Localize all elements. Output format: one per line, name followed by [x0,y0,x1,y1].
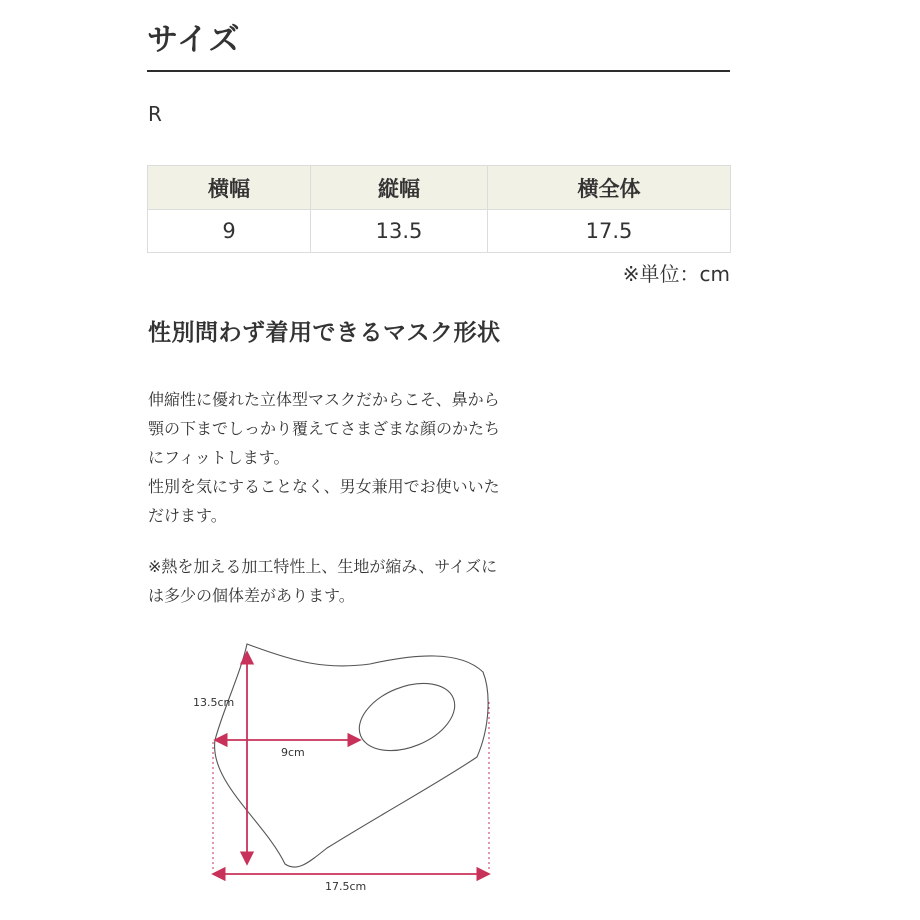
caution-line: は多少の個体差があります。 [148,586,355,605]
total-width-label: 17.5cm [325,880,367,893]
inner-width-label: 9cm [281,746,305,759]
size-code: R [148,102,162,126]
page-title: サイズ [147,22,241,58]
caution-note [148,552,568,610]
value-total-width: 17.5 [488,210,731,253]
height-label: 13.5cm [193,696,235,709]
feature-description [148,385,568,530]
header-width: 横幅 [148,166,311,210]
mask-outline [215,644,489,867]
header-total-width: 横全体 [488,166,731,210]
caution-line: ※熱を加える加工特性上、生地が縮み、サイズに [148,557,498,576]
description-line: にフィットします。 [148,448,290,467]
size-table-header-row [148,166,731,210]
title-divider [147,70,730,72]
description-line: 伸縮性に優れた立体型マスクだからこそ、鼻から [148,390,500,409]
size-table-value-row [148,210,731,253]
size-table [147,165,731,253]
description-line: 性別を気にすることなく、男女兼用でお使いいた [148,477,500,496]
unit-note: ※単位：cm [622,262,730,286]
feature-heading: 性別問わず着用できるマスク形状 [148,320,501,346]
header-height: 縦幅 [311,166,488,210]
mask-ear-hole [349,670,464,763]
description-line: だけます。 [148,506,227,525]
description-line: 顎の下までしっかり覆えてさまざまな顔のかたち [148,419,501,438]
value-width: 9 [148,210,311,253]
value-height: 13.5 [311,210,488,253]
mask-size-diagram [185,632,515,902]
